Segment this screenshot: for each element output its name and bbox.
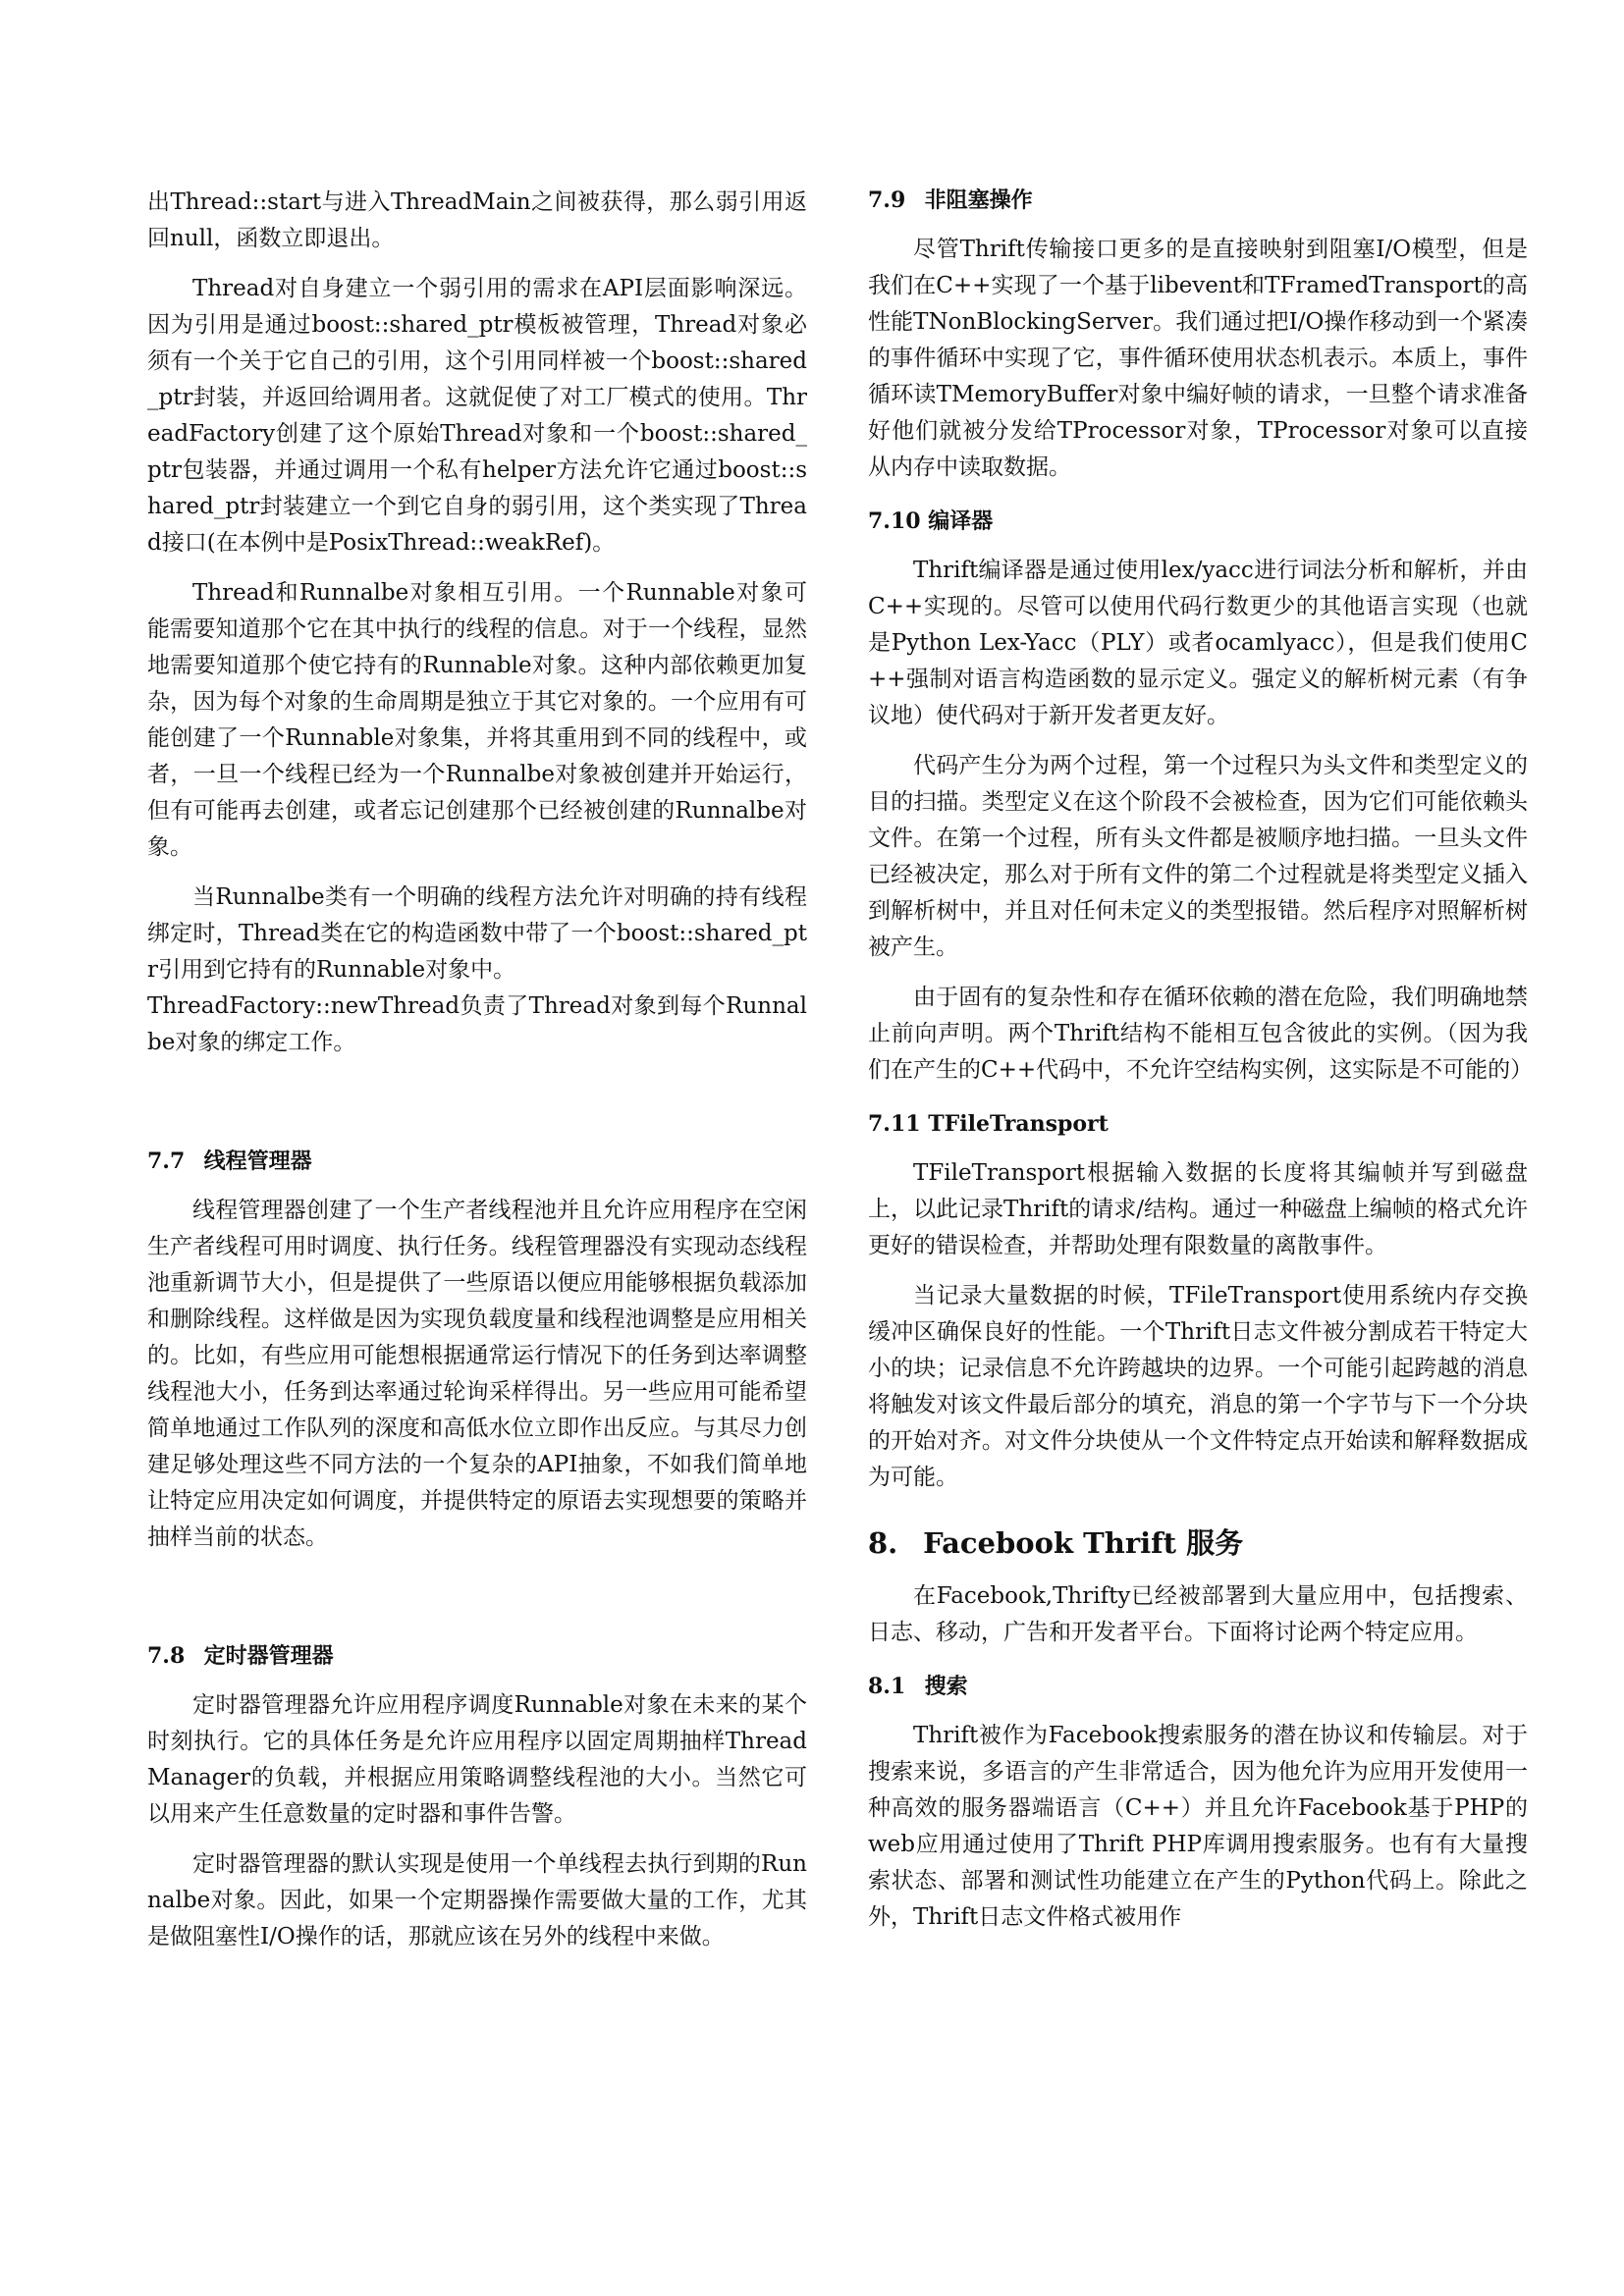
paragraph-timer-default: 定时器管理器的默认实现是使用一个单线程去执行到期的Runnalbe对象。因此，如果一个定期器操作需要做大量的工作，尤其是做阻塞性I/O操作的话，那就应该在另外的线程中来做。 bbox=[147, 1851, 807, 1949]
section-number: 7.9 bbox=[868, 187, 906, 213]
section-title: 非阻塞操作 bbox=[924, 187, 1033, 213]
section-title: 搜索 bbox=[924, 1674, 968, 1699]
section-heading-7-9 bbox=[868, 185, 1528, 216]
paragraph-forward-declaration: 由于固有的复杂性和存在循环依赖的潜在危险，我们明确地禁止前向声明。两个Thrift结构不能相互包含彼此的实例。（因为我们在产生的C++代码中，不允许空结构实例，这实际是不可能的） bbox=[868, 985, 1534, 1083]
section-heading-8 bbox=[868, 1523, 1528, 1563]
section-number: 7.7 bbox=[147, 1148, 186, 1174]
paragraph-timer-manager: 定时器管理器允许应用程序调度Runnable对象在未来的某个时刻执行。它的具体任务是允许应用程序以固定周期抽样ThreadManager的负载，并根据应用策略调整线程池的大小。当然它可以用来产生任意数量的定时器和事件告警。 bbox=[147, 1692, 807, 1827]
section-title: TFileTransport bbox=[928, 1111, 1109, 1137]
paragraph-weakref-null: 出Thread::start与进入ThreadMain之间被获得，那么弱引用返回null，函数立即退出。 bbox=[147, 189, 807, 251]
section-heading-7-11 bbox=[868, 1108, 1528, 1140]
paragraph-search: Thrift被作为Facebook搜索服务的潜在协议和传输层。对于搜索来说，多语言的产生非常适合，因为他允许为应用开发使用一种高效的服务器端语言（C++）并且允许Facebook基于PHP的web应用通过使用了Thrift PHP库调用搜索服务。也有有大量搜索状态、部署和测试性功能建立在产生的Python代码上。除此之外，Thrift日志文件格式被用作 bbox=[868, 1723, 1528, 1930]
section-number: 7.8 bbox=[147, 1643, 186, 1669]
section-number: 7.10 bbox=[868, 508, 921, 534]
paragraph-filetransport-buffer: 当记录大量数据的时候，TFileTransport使用系统内存交换缓冲区确保良好的性能。一个Thrift日志文件被分割成若干特定大小的块；记录信息不允许跨越块的边界。一个可能引起跨越的消息将触发对该文件最后部分的填充，消息的第一个字节与下一个分块的开始对齐。对文件分块使从一个文件特定点开始读和解释数据成为可能。 bbox=[868, 1283, 1528, 1490]
section-heading-7-8 bbox=[147, 1640, 807, 1672]
section-heading-8-1 bbox=[868, 1671, 1528, 1702]
section-title: Facebook Thrift 服务 bbox=[923, 1526, 1244, 1560]
section-title: 线程管理器 bbox=[203, 1148, 312, 1174]
right-column bbox=[868, 185, 1534, 1949]
paragraph-compiler-intro: Thrift编译器是通过使用lex/yacc进行词法分析和解析，并由C++实现的。尽管可以使用代码行数更少的其他语言实现（也就是Python Lex-Yacc（PLY）或者ocamlyacc），但是我们使用C++强制对语言构造函数的显示定义。强定义的解析树元素（有争议地）使代码对于新开发者更友好。 bbox=[868, 558, 1528, 728]
left-column bbox=[147, 185, 807, 1969]
section-number: 8. bbox=[868, 1526, 898, 1560]
paragraph-facebook-services: 在Facebook,Thrifty已经被部署到大量应用中，包括搜索、日志、移动，广告和开发者平台。下面将讨论两个特定应用。 bbox=[868, 1583, 1528, 1645]
section-title: 定时器管理器 bbox=[203, 1643, 334, 1669]
section-heading-7-10 bbox=[868, 506, 1528, 537]
section-number: 8.1 bbox=[868, 1674, 906, 1699]
paragraph-mutual-reference: Thread和Runnalbe对象相互引用。一个Runnable对象可能需要知道那个它在其中执行的线程的信息。对于一个线程，显然地需要知道那个使它持有的Runnable对象。这种内部依赖更加复杂，因为每个对象的生命周期是独立于其它对象的。一个应用有可能创建了一个Runnable对象集，并将其重用到不同的线程中，或者，一旦一个线程已经为一个Runnalbe对象被创建并开始运行，但有可能再去创建，或者忘记创建那个已经被创建的Runnalbe对象。 bbox=[147, 580, 807, 860]
paragraph-binding: 当Runnalbe类有一个明确的线程方法允许对明确的持有线程绑定时，Thread类在它的构造函数中带了一个boost::shared_ptr引用到它持有的Runnable对象中。 bbox=[147, 884, 807, 983]
paragraph-compiler-passes: 代码产生分为两个过程，第一个过程只为头文件和类型定义的目的扫描。类型定义在这个阶段不会被检查，因为它们可能依赖头文件。在第一个过程，所有头文件都是被顺序地扫描。一旦头文件已经被决定，那么对于所有文件的第二个过程就是将类型定义插入到解析树中，并且对任何未定义的类型报错。然后程序对照解析树被产生。 bbox=[868, 753, 1528, 960]
paragraph-filetransport-intro: TFileTransport根据输入数据的长度将其编帧并写到磁盘上，以此记录Thrift的请求/结构。通过一种磁盘上编帧的格式允许更好的错误检查，并帮助处理有限数量的离散事件。 bbox=[868, 1160, 1529, 1258]
paragraph-weakref-api: Thread对自身建立一个弱引用的需求在API层面影响深远。因为引用是通过boost::shared_ptr模板被管理，Thread对象必须有一个关于它自己的引用，这个引用同样被一个boost::shared_ptr封装，并返回给调用者。这就促使了对工厂模式的使用。ThreadFactory创建了这个原始Thread对象和一个boost::shared_ptr包装器，并通过调用一个私有helper方法允许它通过boost::shared_ptr封装建立一个到它自身的弱引用，这个类实现了Thread接口(在本例中是PosixThread::weakRef)。 bbox=[147, 276, 807, 556]
paragraph-factory-binding: ThreadFactory::newThread负责了Thread对象到每个Runnalbe对象的绑定工作。 bbox=[147, 993, 807, 1055]
section-heading-7-7 bbox=[147, 1146, 807, 1177]
paragraph-nonblocking: 尽管Thrift传输接口更多的是直接映射到阻塞I/O模型，但是我们在C++实现了一个基于libevent和TFramedTransport的高性能TNonBlockingServer。我们通过把I/O操作移动到一个紧凑的事件循环中实现了它，事件循环使用状态机表示。本质上，事件循环读TMemoryBuffer对象中编好帧的请求，一旦整个请求准备好他们就被分发给TProcessor对象，TProcessor对象可以直接从内存中读取数据。 bbox=[868, 237, 1528, 480]
section-title: 编译器 bbox=[928, 508, 994, 534]
paragraph-thread-manager: 线程管理器创建了一个生产者线程池并且允许应用程序在空闲生产者线程可用时调度、执行任务。线程管理器没有实现动态线程池重新调节大小，但是提供了一些原语以便应用能够根据负载添加和删除线程。这样做是因为实现负载度量和线程池调整是应用相关的。比如，有些应用可能想根据通常运行情况下的任务到达率调整线程池大小，任务到达率通过轮询采样得出。另一些应用可能希望简单地通过工作队列的深度和高低水位立即作出反应。与其尽力创建足够处理这些不同方法的一个复杂的API抽象，不如我们简单地让特定应用决定如何调度，并提供特定的原语去实现想要的策略并抽样当前的状态。 bbox=[147, 1198, 807, 1550]
section-number: 7.11 bbox=[868, 1111, 921, 1137]
